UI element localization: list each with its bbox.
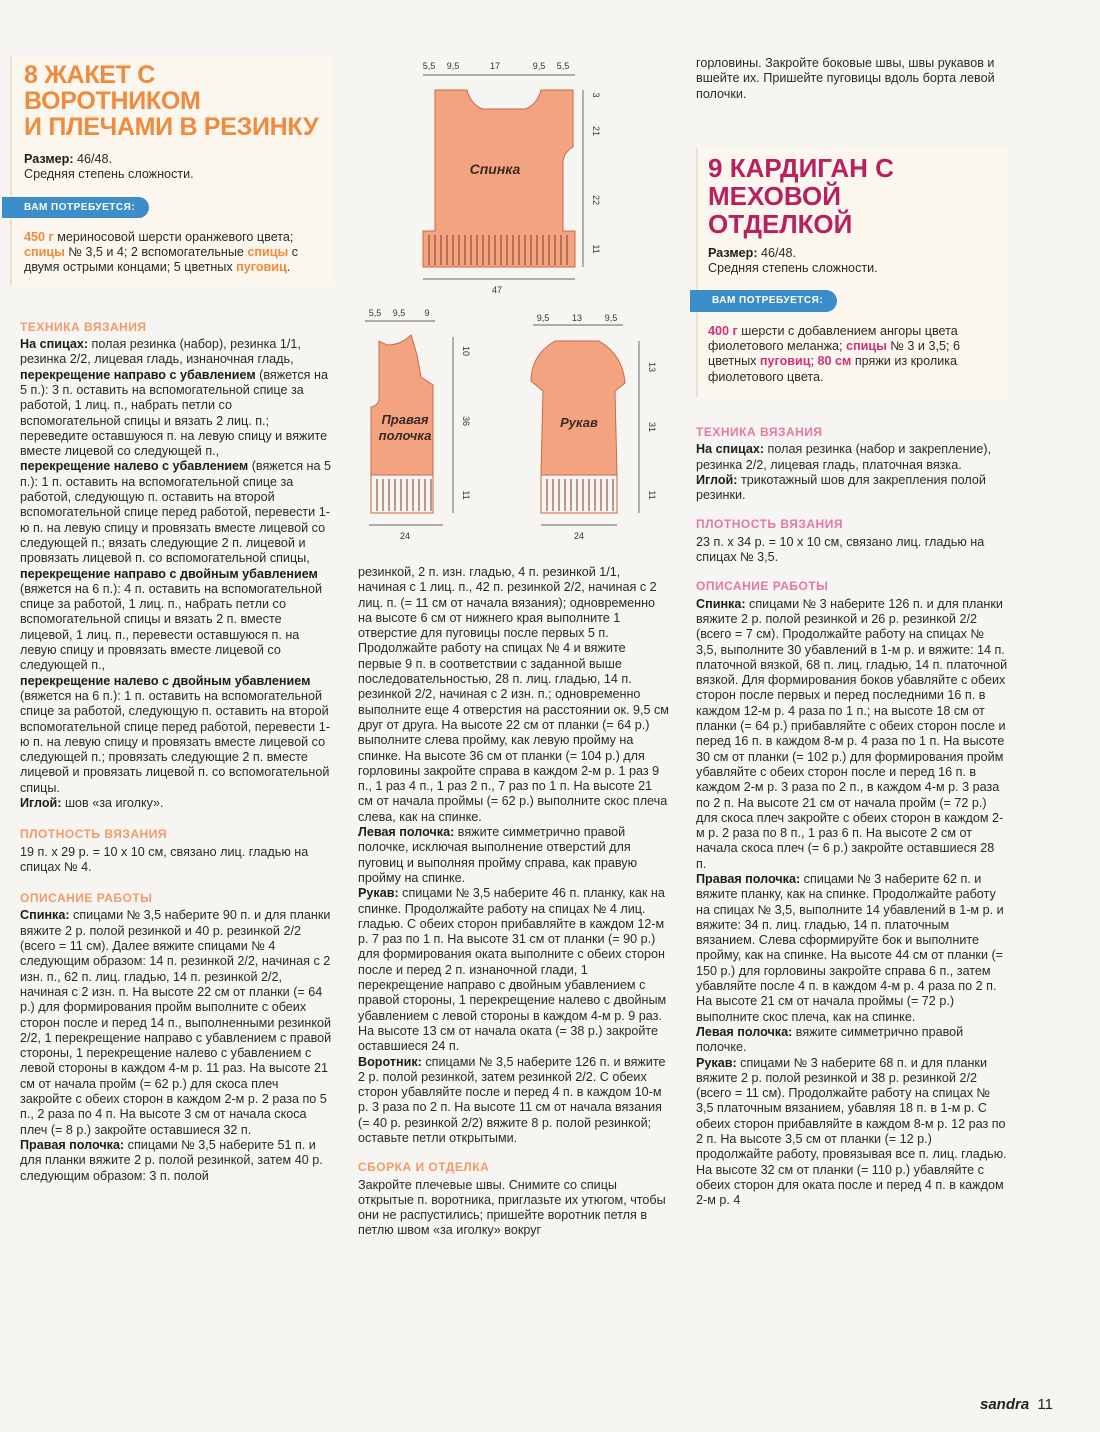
project9-right-front: Правая полочка: спицами № 3 наберите 62 п. и вяжите планку, как на спинке. Продолжайте работу на спицах № 3,5, выполните 14 убавлений в 1-м р. и вяжите: 34 п. лиц. гладью, 14 п. платочным вязанием. Слева сформируйте бок и выполните пройму, как на спинке. На высоте 44 см от планки (= 150 р.) для горловины закройте справа 6 п., затем убавляйте после 4 п. в каждом 4-м р. 4 раза по 2 п. На высоте 21 см от начала проймы (= 72 р.) выполните скос плеча, как на спинке. [696,871,1004,1024]
back-piece-label: Спинка [469,161,521,177]
svg-text:11: 11 [461,490,471,500]
svg-text:3: 3 [591,92,601,98]
right-front-diagram [365,308,471,541]
page-footer [980,1396,1053,1413]
sleeve-label: Рукав [560,415,598,430]
svg-text:9,5: 9,5 [392,308,406,318]
sleeve-shape [531,341,625,475]
svg-text:13: 13 [571,313,583,323]
project8-need-badge: ВАМ ПОТРЕБУЕТСЯ: [2,197,332,218]
back-bottom-dimension: 47 [491,285,503,295]
right-front-right-dimensions [453,337,471,513]
svg-text:9,5: 9,5 [446,61,460,71]
svg-text:5,5: 5,5 [368,308,382,318]
project8-description-heading: ОПИСАНИЕ РАБОТЫ [20,891,153,906]
sleeve-top-dimensions [533,313,623,325]
svg-text:31: 31 [647,421,657,433]
svg-text:22: 22 [591,194,601,206]
project9-technique-heading: ТЕХНИКА ВЯЗАНИЯ [696,424,823,439]
project9-header-box [696,148,1008,397]
project8-assembly-heading: СБОРКА И ОТДЕЛКА [358,1160,490,1175]
sleeve-right-dimensions [639,341,657,513]
project8-technique-heading: ТЕХНИКА ВЯЗАНИЯ [20,319,147,334]
svg-text:9: 9 [424,308,430,318]
svg-text:10: 10 [461,345,471,357]
project9-technique-2: Иглой: трикотажный шов для закрепления полой резинки. [696,472,986,503]
schematic-diagrams [355,55,680,555]
right-front-label-line2: полочка [378,428,432,443]
svg-text:9,5: 9,5 [604,313,618,323]
project8-size: Размер: 46/48. [24,152,113,166]
project9-description-heading: ОПИСАНИЕ РАБОТЫ [696,579,829,594]
project9-sleeve: Рукав: спицами № 3 наберите 68 п. и для планки вяжите 2 р. полой резинкой и 38 р. резинкой 2/2 (всего = 11 см). Продолжайте работу на спицах № 3,5 платочным вязанием, убавляя 18 п. в 1-м р. С обеих сторон прибавляйте в каждом 8-м р. 12 раз по 2 п. На высоте 3,5 см от планки (= 12 р.) продолжайте работу, провязывая все п. лиц. гладью. На высоте 32 см от планки (= 110 р.) убавляйте с обеих сторон для оката после и перед 4 п. в каждом 2-м р. 4 [696,1055,1007,1208]
project8-difficulty: Средняя степень сложности. [24,167,194,182]
right-front-shape [371,335,433,475]
project9-back: Спинка: спицами № 3 наберите 126 п. и для планки вяжите 2 р. полой резинкой и 26 р. резинкой 2/2 (всего = 7 см). Продолжайте работу на спицах № 3,5, выполните 30 убавлений в 1-м р. и вяжите: 14 п. платочной вязкой, 68 п. лиц. гладью, 14 п. платочной вязкой. Для формирования боков убавляйте с обеих сторон после первых и перед последними 16 п. в каждом 12-м р. 4 раза по 1 п.; на высоте 18 см от планки (= 64 р.) прибавляйте с обеих сторон после и перед 16 п. в каждом 8-м р. 4 раза по 1 п. На высоте 30 см от планки (= 102 р.) для формирования пройм убавляйте с обеих сторон после и перед 16 п. в каждом 2-м р. 3 раза по 2 п., в каждом 4-м р. 3 раза по 2 п. На высоте 21 см от начала пройм (= 72 р.) для скоса плеч закройте с обеих сторон в каждом 2-м р. 2 раза по 8 п., 1 раз 6 п. На высоте 2 см от начала скоса плеч (= 6 р.) закройте оставшиеся 28 п. [696,596,1008,871]
project8-technique-2: перекрещение направо с убавлением (вяжется на 5 п.): 3 п. оставить на вспомогательной спице за работой, 1 лиц. п., набрать петли со вспомогательной спицы и вязать 2 лиц. п.; переведите оставшуюся п. на левую спицу и вяжите вместе лицевой со следующей п., [20,367,328,459]
project9-technique-1: На спицах: полая резинка (набор и закрепление), резинка 2/2, лицевая гладь, платочная вязка. [696,442,992,472]
project9-density-heading: ПЛОТНОСТЬ ВЯЗАНИЯ [696,517,843,532]
project8-technique-1: На спицах: полая резинка (набор), резинка 1/1, резинка 2/2, лицевая гладь, изнаночная гладь, [20,337,301,367]
right-front-ribbing [377,479,431,511]
right-column [696,56,1008,1209]
project8-density-heading: ПЛОТНОСТЬ ВЯЗАНИЯ [20,827,167,842]
right-front-top-dimensions [365,308,435,321]
project9-difficulty: Средняя степень сложности. [708,261,878,276]
project8-collar: Воротник: спицами № 3,5 наберите 126 п. и вяжите 2 р. полой резинкой, затем резинкой 2/2. С обеих сторон убавляйте после и перед 4 п. в каждом 10-м р. 3 раза по 2 п. На высоте 11 см от начала вязания (= 40 р. резинкой 2/2) вяжите 8 р. полой резинкой; оставьте петли открытыми. [358,1054,666,1145]
project8-header-box [10,56,332,286]
project9-materials: 400 г шерсти с добавлением ангоры цвета фиолетового меланжа; спицы № 3 и 3,5; 6 цветных пуговиц; 80 см пряжи из кролика фиолетового цвета. [708,323,960,384]
project8-technique-6: Иглой: шов «за иголку». [20,795,164,810]
sleeve-diagram [531,313,657,541]
sleeve-bottom-dimension: 24 [573,531,585,541]
svg-text:9,5: 9,5 [536,313,550,323]
project8-left-front: Левая полочка: вяжите симметрично правой полочке, исключая выполнение отверстий для пуговиц и выполняя пройму справа, как правую пройму на спинке. [358,825,638,885]
back-piece-diagram [423,61,601,295]
project9-size: Размер: 46/48. [708,245,797,260]
svg-text:21: 21 [591,125,601,137]
project8-assembly-continued: горловины. Закройте боковые швы, швы рукавов и вшейте их. Пришейте пуговицы вдоль борта левой полочки. [696,56,995,101]
svg-text:13: 13 [647,361,657,373]
svg-text:5,5: 5,5 [556,61,570,71]
project8-back: Спинка: спицами № 3,5 наберите 90 п. и для планки вяжите 2 р. полой резинкой и 40 р. резинкой 2/2 (всего = 11 см). Далее вяжите спицами № 4 следующим образом: 14 п. резинкой 2/2, начиная с 2 изн. п., 62 п. лиц. гладью, 14 п. резинкой 2/2, начиная с 2 изн. п. На высоте 22 см от планки (= 64 р.) для формирования пройм выполните с обеих сторон после и перед 14 п., выполненными резинкой 2/2, 1 перекрещение направо с убавлением с правой стороны, 1 перекрещение налево с убавлением с левой стороны в каждом 4-м р. 11 раз. На высоте 21 см от начала пройм (= 62 р.) для скоса плеч закройте с обеих сторон в каждом 2-м р. 2 раза по 5 п., 2 раза по 4 п. На высоте 3 см от начала скоса плеч (= 8 р.) закройте оставшиеся 32 п. [20,908,332,1137]
project9-left-front: Левая полочка: вяжите симметрично правой полочке. [696,1024,964,1055]
project8-sleeve: Рукав: спицами № 3,5 наберите 46 п. планку, как на спинке. Продолжайте работу на спицах № 4 лиц. гладью. С обеих сторон прибавляйте в каждом 12-м р. 7 раз по 1 п. На высоте 31 см от планки (= 90 р.) для формирования оката выполните с обеих сторон после и перед 2 п. изнаночной глади, 1 перекрещение направо с двойным убавлением с правой стороны, 1 перекрещение налево с двойным убавлением с левой стороны в каждом 4-м р. 9 раз. На высоте 13 см от начала оката (= 38 р.) закройте оставшиеся 24 п. [358,886,667,1054]
left-column [20,56,332,1184]
back-top-dimensions [423,61,575,75]
project8-right-front-continued: резинкой, 2 п. изн. гладью, 4 п. резинкой 1/1, начиная с 1 лиц. п., 42 п. резинкой 2/2, начиная с 2 лиц. п. (= 11 см от начала вязания); одновременно на высоте 6 см от нижнего края выполните 1 отверстие для пуговицы после первых 5 п. Продолжайте работу на спицах № 4 и вяжите первые 9 п. в соответствии с заданной выше последовательностью, 28 п. лиц. гладью, 14 п. резинкой 2/2, начиная с 2 изн. п.; одновременно выполните еще 4 отверстия на расстоянии ок. 9,5 см друг от друга. На высоте 22 см от планки (= 64 р.) выполните слева пройму, как левую пройму на спинке. На высоте 36 см от планки (= 104 р.) для горловины закройте справа в каждом 2-м р. 1 раз 9 п., 1 раз 4 п., 1 раз 2 п., 7 раз по 1 п. На высоте 21 см от начала проймы (= 62 р.) выполните скос плеча слева, как на спинке. [358,565,669,824]
svg-text:11: 11 [647,490,657,500]
project8-materials: 450 г мериносовой шерсти оранжевого цвета; спицы № 3,5 и 4; 2 вспомогательные спицы с двумя острыми концами; 5 цветных пуговиц. [24,229,299,275]
project8-technique-4: перекрещение направо с двойным убавлением (вяжется на 6 п.): 4 п. оставить на вспомогательной спице за работой, 1 лиц. п., набрать петли со вспомогательной спицы и вязать 2 п. вместе лицевой, 1 лиц. п., перевести оставшуюся п. на левую спицу и провязать вместе лицевой со следующей п., [20,566,323,673]
project8-title: 8 ЖАКЕТ С ВОРОТНИКОМ И ПЛЕЧАМИ В РЕЗИНКУ [24,61,319,141]
svg-text:36: 36 [461,415,471,427]
magazine-brand: sandra [980,1396,1030,1413]
project8-density: 19 п. x 29 р. = 10 x 10 см, связано лиц. гладью на спицах № 4. [20,844,309,874]
svg-text:17: 17 [489,61,501,71]
svg-text:9,5: 9,5 [532,61,546,71]
svg-text:11: 11 [591,244,601,254]
right-front-bottom-dimension: 24 [399,531,411,541]
project8-assembly: Закройте плечевые швы. Снимите со спицы открытые п. воротника, приглазьте их утюгом, чтобы они не распустились; пришейте воротник петля в петлю швом «за иголку» вокруг [358,1177,666,1238]
project9-need-badge: ВАМ ПОТРЕБУЕТСЯ: [690,290,1008,311]
middle-column [358,565,669,1239]
svg-text:5,5: 5,5 [422,61,436,71]
sleeve-ribbing [547,479,613,511]
back-piece-shape [423,90,575,267]
project9-density: 23 п. x 34 р. = 10 x 10 см, связано лиц. гладью на спицах № 3,5. [696,534,985,565]
project8-technique-3: перекрещение налево с убавлением (вяжется на 5 п.): 1 п. оставить на вспомогательной спице за работой, следующую п. оставить на второй вспомогательной спице перед работой, перевести 1-ю п. на левую спицу и провязать вместе лицевой со следующей п.; вязать следующие 2 п. лицевой и провязать лицевой п. со вспомогательной спицы, [20,459,331,566]
page-number: 11 [1037,1396,1053,1413]
back-right-dimensions [583,90,601,267]
right-front-label-line1: Правая [381,412,429,427]
project8-right-front: Правая полочка: спицами № 3,5 наберите 51 п. и для планки вяжите 2 р. полой резинкой, затем 40 р. следующим образом: 3 п. полой [20,1137,323,1183]
project9-title: 9 КАРДИГАН С МЕХОВОЙ ОТДЕЛКОЙ [708,152,894,239]
project8-technique-5: перекрещение налево с двойным убавлением (вяжется на 6 п.): 1 п. оставить на вспомогательной спице за работой, следующую п. оставить на второй вспомогательной спице перед работой, перевести 1-ю п. на левую спицу и провязать вместе лицевой со следующей п.; провязать следующие 2 п. вместе лицевой и провязать лицевой п. со вспомогательной спицы. [20,673,330,795]
